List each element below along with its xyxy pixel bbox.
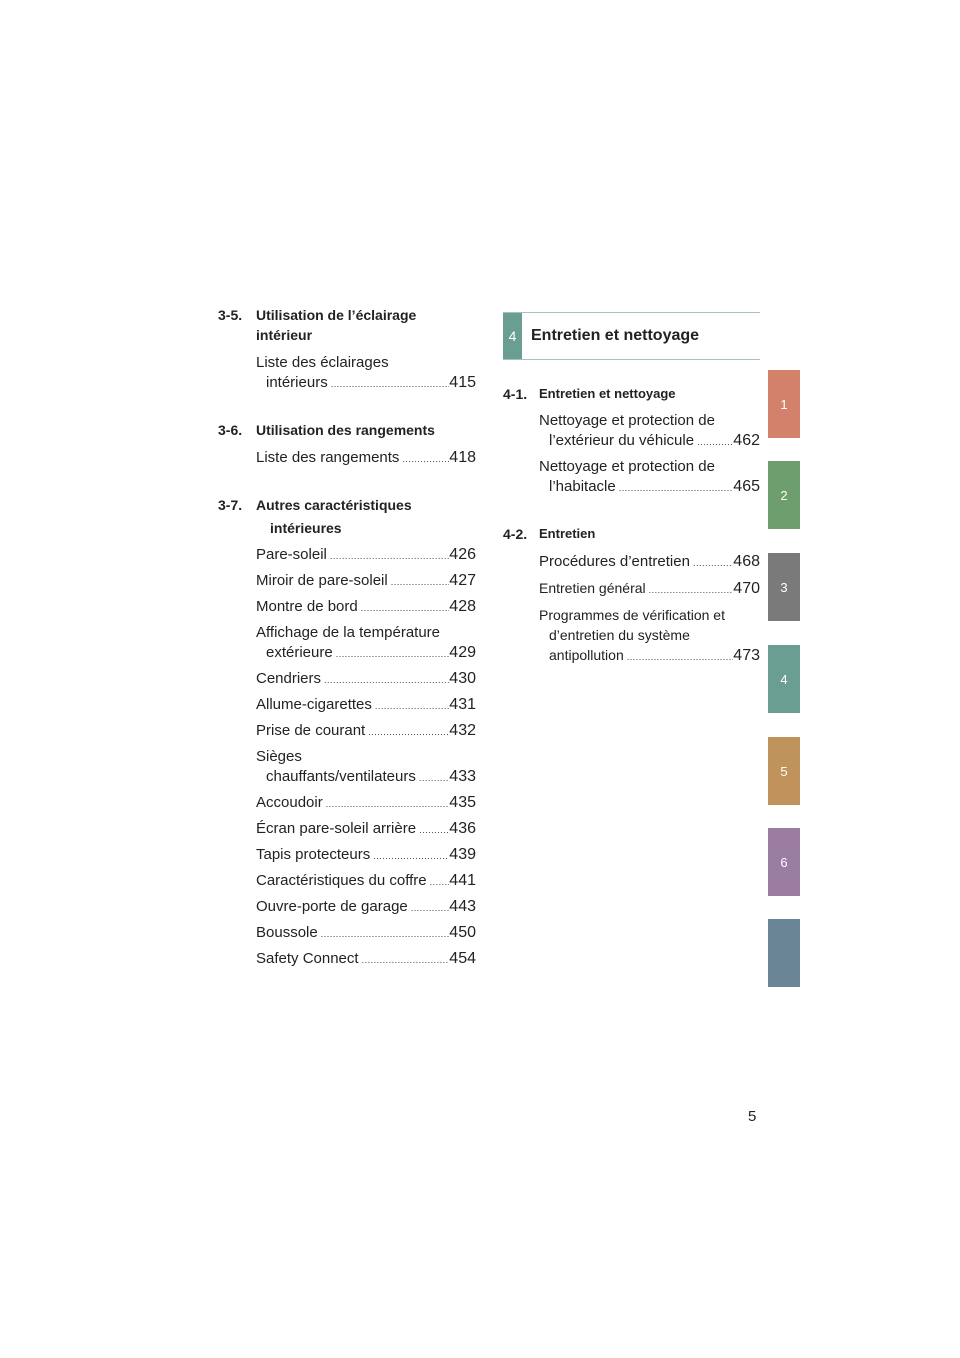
toc-entry[interactable]: Ouvre-porte de garage ..... 443 [256, 897, 476, 918]
toc-section-3-7 [218, 495, 476, 970]
page-ref: 473 [733, 647, 760, 664]
chapter-tab-5[interactable]: 5 [768, 737, 800, 805]
toc-entry[interactable]: Liste des éclairages intérieurs ..... 415 [256, 353, 476, 394]
toc-entry[interactable]: Programmes de vérification et d’entretien du système antipollution ..... 473 [539, 605, 760, 667]
page-ref: 468 [733, 553, 760, 570]
toc-left-column [218, 305, 476, 970]
toc-entry[interactable]: Boussole ..... 450 [256, 923, 476, 944]
toc-entry[interactable]: Miroir de pare-soleil ..... 427 [256, 571, 476, 592]
page-number: 5 [748, 1108, 757, 1125]
chapter-number: 4 [503, 313, 522, 359]
page-ref: 426 [449, 546, 476, 563]
toc-entry[interactable]: Safety Connect ..... 454 [256, 949, 476, 970]
page-ref: 431 [449, 696, 476, 713]
toc-entry[interactable]: Nettoyage et protection de l’habitacle ..... 465 [539, 457, 760, 498]
page-ref: 428 [449, 598, 476, 615]
section-title: Utilisation des rangements [256, 422, 435, 438]
section-number: 3-5. [218, 307, 243, 323]
section-title: Entretien [539, 526, 596, 541]
page-ref: 450 [449, 924, 476, 941]
chapter-tab-2[interactable]: 2 [768, 461, 800, 529]
section-number: 3-7. [218, 497, 243, 513]
page-ref: 432 [449, 722, 476, 739]
page-ref: 465 [733, 478, 760, 495]
toc-entry[interactable]: Cendriers ..... 430 [256, 669, 476, 690]
page-ref: 418 [449, 449, 476, 466]
toc-entry[interactable]: Nettoyage et protection de l’extérieur du véhicule ..... 462 [539, 411, 760, 452]
page-ref: 430 [449, 670, 476, 687]
chapter-tab-6[interactable]: 6 [768, 828, 800, 896]
toc-section-4-1 [503, 384, 760, 498]
page-ref: 462 [733, 432, 760, 449]
toc-section-3-5 [218, 305, 476, 394]
toc-entry[interactable]: Procédures d’entretien ..... 468 [539, 552, 760, 573]
page-ref: 441 [449, 872, 476, 889]
section-title: Entretien et nettoyage [539, 386, 676, 401]
chapter-title: Entretien et nettoyage [531, 327, 700, 344]
section-title: Utilisation de l’éclairage intérieur [256, 307, 417, 343]
chapter-tab-index[interactable] [768, 919, 800, 987]
section-title: Autres caractéristiques intérieures [256, 497, 412, 536]
page-ref: 427 [449, 572, 476, 589]
chapter-tab-3[interactable]: 3 [768, 553, 800, 621]
page-ref: 433 [449, 768, 476, 785]
page-ref: 454 [449, 950, 476, 967]
toc-section-3-6 [218, 420, 476, 469]
toc-entry[interactable]: Prise de courant ..... 432 [256, 721, 476, 742]
toc-entry[interactable]: Sièges chauffants/ventilateurs ..... 433 [256, 747, 476, 788]
toc-entry[interactable]: Montre de bord ..... 428 [256, 597, 476, 618]
toc-entry[interactable]: Liste des rangements ..... 418 [256, 448, 476, 469]
toc-section-4-2 [503, 524, 760, 667]
toc-entry[interactable]: Écran pare-soleil arrière ..... 436 [256, 819, 476, 840]
toc-entry[interactable]: Affichage de la température extérieure ..... 429 [256, 623, 476, 664]
toc-entry[interactable]: Pare-soleil ..... 426 [256, 545, 476, 566]
toc-right-column [503, 312, 760, 667]
chapter-tab-4[interactable]: 4 [768, 645, 800, 713]
chapter-header [503, 312, 760, 360]
page-ref: 415 [449, 374, 476, 391]
chapter-tab-1[interactable]: 1 [768, 370, 800, 438]
page-ref: 429 [449, 644, 476, 661]
toc-entry[interactable]: Caractéristiques du coffre ..... 441 [256, 871, 476, 892]
toc-entry[interactable]: Entretien général ..... 470 [539, 578, 760, 600]
toc-entry-list [218, 545, 476, 970]
section-number: 4-1. [503, 386, 528, 402]
page-ref: 443 [449, 898, 476, 915]
toc-entry[interactable]: Tapis protecteurs ..... 439 [256, 845, 476, 866]
toc-entry[interactable]: Allume-cigarettes ..... 431 [256, 695, 476, 716]
page-ref: 470 [733, 580, 760, 597]
page-ref: 439 [449, 846, 476, 863]
section-number: 3-6. [218, 422, 243, 438]
page-ref: 436 [449, 820, 476, 837]
toc-entry[interactable]: Accoudoir ..... 435 [256, 793, 476, 814]
page-ref: 435 [449, 794, 476, 811]
section-number: 4-2. [503, 526, 528, 542]
